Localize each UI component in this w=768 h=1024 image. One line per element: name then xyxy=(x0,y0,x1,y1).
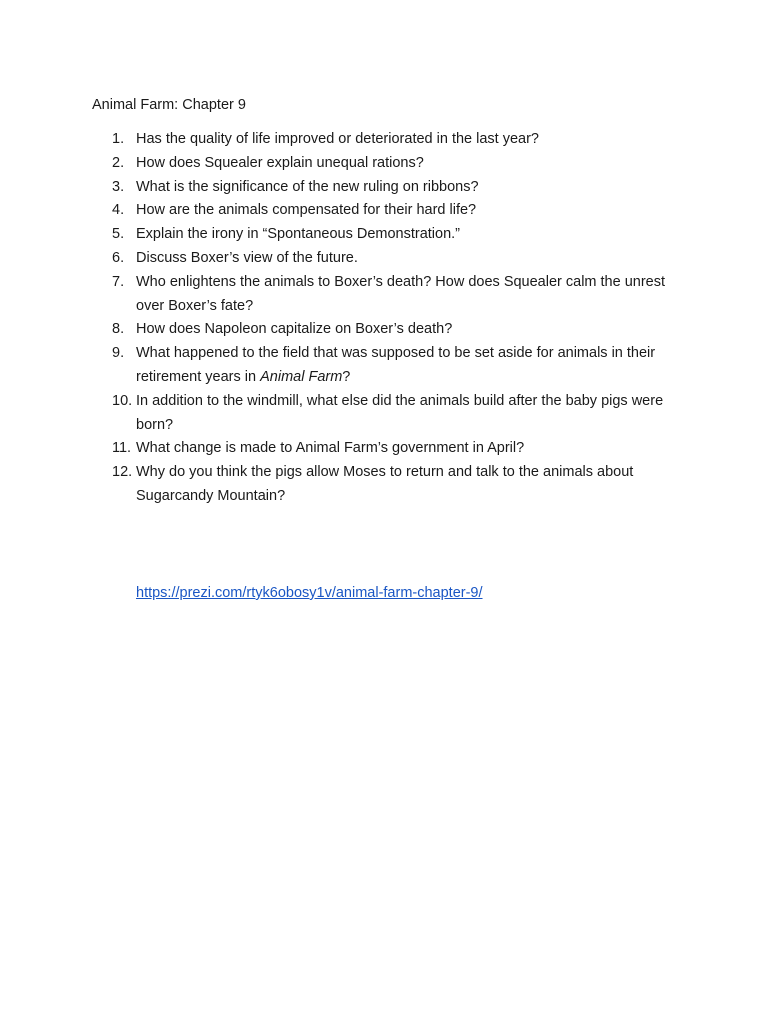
question-number: 10. xyxy=(112,392,133,409)
question-number: 5. xyxy=(112,226,125,243)
question-text-after: ? xyxy=(342,368,351,385)
title-chapter: Chapter 9 xyxy=(182,97,246,113)
question-item-9 xyxy=(92,342,692,390)
question-item-7 xyxy=(92,271,692,319)
document-title xyxy=(92,95,246,115)
question-text: How are the animals compensated for their hard life? xyxy=(136,202,477,219)
prezi-link[interactable]: https://prezi.com/rtyk6obosy1v/animal-farm-chapter-9/ xyxy=(136,585,483,601)
question-number: 12. xyxy=(112,464,133,481)
question-text: Discuss Boxer’s view of the future. xyxy=(136,249,358,266)
question-text: How does Squealer explain unequal rations? xyxy=(136,154,424,171)
question-item-3 xyxy=(92,176,692,200)
title-prefix: Animal Farm: xyxy=(92,97,179,113)
question-number: 4. xyxy=(112,202,125,219)
question-number: 6. xyxy=(112,249,125,266)
question-number: 1. xyxy=(112,131,125,147)
question-text: What change is made to Animal Farm’s government in April? xyxy=(136,440,525,457)
question-list xyxy=(92,128,692,509)
question-item-8 xyxy=(92,318,692,342)
question-item-10 xyxy=(92,390,692,438)
question-number: 7. xyxy=(112,273,125,290)
question-text: Explain the irony in “Spontaneous Demonstration.” xyxy=(136,226,461,243)
question-item-11 xyxy=(92,437,692,461)
question-text: Who enlightens the animals to Boxer’s death? How does Squealer calm the unrest over Boxer’s fate? xyxy=(136,273,666,314)
question-number: 9. xyxy=(112,345,125,362)
book-title-italic: Animal Farm xyxy=(260,368,343,385)
question-number: 3. xyxy=(112,178,125,195)
question-text: Why do you think the pigs allow Moses to return and talk to the animals about Sugarcandy Mountain? xyxy=(136,464,634,504)
question-item-12 xyxy=(92,461,692,509)
question-number: 8. xyxy=(112,321,125,338)
question-text: What is the significance of the new ruling on ribbons? xyxy=(136,178,479,195)
question-text: How does Napoleon capitalize on Boxer’s death? xyxy=(136,321,453,338)
question-number: 2. xyxy=(112,154,125,171)
question-number: 11. xyxy=(112,440,132,457)
question-text-before: What happened to the field that was supposed to be set aside for animals in their retirement years in xyxy=(136,345,656,385)
question-item-5 xyxy=(92,223,692,247)
question-item-1 xyxy=(92,128,692,152)
question-text: In addition to the windmill, what else did the animals build after the baby pigs were born? xyxy=(136,392,664,433)
question-text xyxy=(136,345,655,385)
question-item-2 xyxy=(92,152,692,176)
question-text: Has the quality of life improved or deteriorated in the last year? xyxy=(136,131,539,147)
question-item-6 xyxy=(92,247,692,271)
question-item-4 xyxy=(92,199,692,223)
